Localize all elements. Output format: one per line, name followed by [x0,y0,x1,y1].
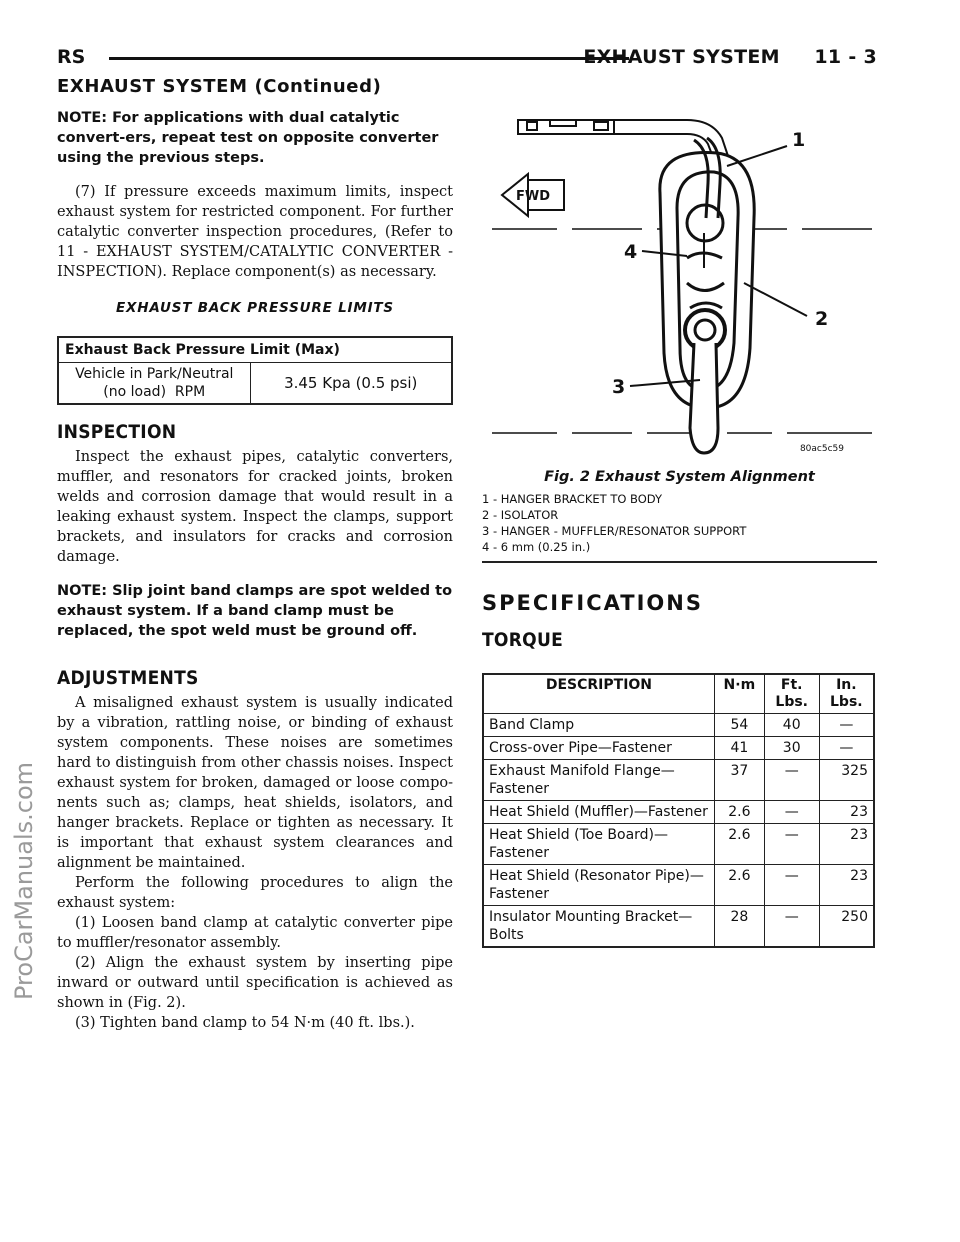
row-description: Heat Shield (Resonator Pipe)—Fastener [483,865,714,906]
adjustments-step-3: (3) Tighten band clamp to 54 N·m (40 ft. lbs.). [75,1015,415,1031]
figure-legend [482,491,877,555]
row-ft: — [764,760,819,801]
row-ft: — [764,865,819,906]
row-in: 325 [819,760,874,801]
row-description: Insulator Mounting Bracket— Bolts [483,906,714,948]
fwd-arrow-icon [502,174,564,216]
adjustments-paragraph-2: Perform the following procedures to align the exhaust system: [57,875,453,911]
row-description: Exhaust Manifold Flange— Fastener [483,760,714,801]
image-code: 80ac5c59 [799,444,844,454]
callout-1: 1 [792,129,806,151]
watermark-text: ProCarManuals.com [10,761,38,1000]
header-section-code: RS [57,46,86,68]
fwd-label: FWD [516,189,551,204]
row-nm: 37 [714,760,764,801]
header-rule [109,57,629,60]
row-ft: — [764,824,819,865]
col-in-line2: Lbs. [830,694,863,710]
inspection-heading: INSPECTION [57,421,177,443]
back-pressure-table [57,336,453,405]
callout-2: 2 [815,308,829,330]
row-description: Heat Shield (Muffler)—Fastener [483,801,714,824]
row-in: — [819,714,874,737]
row-ft: 30 [764,737,819,760]
legend-item-1: 1 - HANGER BRACKET TO BODY [482,492,663,506]
callout-4: 4 [624,241,638,263]
row-nm: 41 [714,737,764,760]
figure-exhaust-alignment [482,108,877,463]
col-ft-lbs [764,674,819,714]
table-row [483,824,874,865]
specifications-heading: SPECIFICATIONS [482,591,703,615]
adjustments-heading: ADJUSTMENTS [57,667,199,689]
row-nm: 2.6 [714,824,764,865]
col-nm: N·m [714,674,764,714]
legend-item-2: 2 - ISOLATOR [482,508,559,522]
limits-table-title: EXHAUST BACK PRESSURE LIMITS [116,300,394,316]
row-nm: 28 [714,906,764,948]
table-row [483,801,874,824]
col-ft-line1: Ft. [780,677,803,693]
col-ft-line2: Lbs. [775,694,808,710]
row-in: — [819,737,874,760]
row-in: 23 [819,865,874,906]
table-row [483,714,874,737]
table-row [483,906,874,948]
table-row [483,865,874,906]
page-header [57,44,877,74]
row-nm: 54 [714,714,764,737]
step-7-paragraph: (7) If pressure exceeds maximum limits, inspect exhaust system for restricted component. For further catalytic converter inspection procedures, (Refer to 11 - EXHAUST SYSTEM/CATALYTIC CONVERTER - INSPECTION). Replace component(s) as necessary. [57,184,453,280]
header-page-title: EXHAUST SYSTEM 11 - 3 [583,46,877,68]
col-in-lbs [819,674,874,714]
back-pressure-value: 3.45 Kpa (0.5 psi) [250,363,452,405]
exhaust-alignment-illustration [482,108,877,463]
row-description: Cross-over Pipe—Fastener [483,737,714,760]
row-in: 250 [819,906,874,948]
adjustments-step-2: (2) Align the exhaust system by inserting pipe inward or outward until specification is achieved as shown in (Fig. 2). [57,955,453,1011]
row-in: 23 [819,824,874,865]
condition-line-2: (no load) RPM [103,384,206,400]
back-pressure-table-header: Exhaust Back Pressure Limit (Max) [58,337,452,363]
row-description: Band Clamp [483,714,714,737]
figure-bottom-rule [482,561,877,563]
torque-heading: TORQUE [482,629,564,651]
back-pressure-condition [58,363,250,405]
callout-3: 3 [612,376,626,398]
note-band-clamps: NOTE: Slip joint band clamps are spot welded to exhaust system. If a band clamp must be replaced, the spot weld must be ground off. [57,583,453,639]
table-row [483,737,874,760]
col-description: DESCRIPTION [483,674,714,714]
row-in: 23 [819,801,874,824]
row-description: Heat Shield (Toe Board)— Fastener [483,824,714,865]
legend-item-4: 4 - 6 mm (0.25 in.) [482,540,591,554]
note-dual-converters: NOTE: For applications with dual catalytic convert-ers, repeat test on opposite converter using the previous steps. [57,110,439,166]
row-nm: 2.6 [714,865,764,906]
row-nm: 2.6 [714,801,764,824]
row-ft: — [764,906,819,948]
adjustments-step-1: (1) Loosen band clamp at catalytic converter pipe to muffler/resonator assembly. [57,915,453,951]
torque-table-header-row [483,674,874,714]
condition-line-1: Vehicle in Park/Neutral [75,366,234,382]
row-ft: — [764,801,819,824]
legend-item-3: 3 - HANGER - MUFFLER/RESONATOR SUPPORT [482,524,747,538]
continued-title: EXHAUST SYSTEM (Continued) [57,76,382,97]
torque-table [482,673,875,948]
table-row [483,760,874,801]
left-column [57,108,453,1033]
figure-caption: Fig. 2 Exhaust System Alignment [544,469,815,485]
row-ft: 40 [764,714,819,737]
right-column [482,108,877,948]
inspection-paragraph: Inspect the exhaust pipes, catalytic converters, muffler, and resonators for cracked joints, broken welds and corrosion damage that would result in a leaking exhaust system. Inspect the clamps, support brackets, and insulators for cracks and corrosion damage. [57,449,453,565]
col-in-line1: In. [836,677,857,693]
adjustments-paragraph-1: A misaligned exhaust system is usually indicated by a vibration, rattling noise, or binding of exhaust system components. These noises are sometimes hard to distinguish from other chassis noises. Inspect exhaust system for broken, damaged or loose compo-nents such as; clamps, heat shields, isolators, and hanger brackets. Replace or tighten as necessary. It is important that exhaust system clearances and alignment be maintained. [57,695,453,871]
